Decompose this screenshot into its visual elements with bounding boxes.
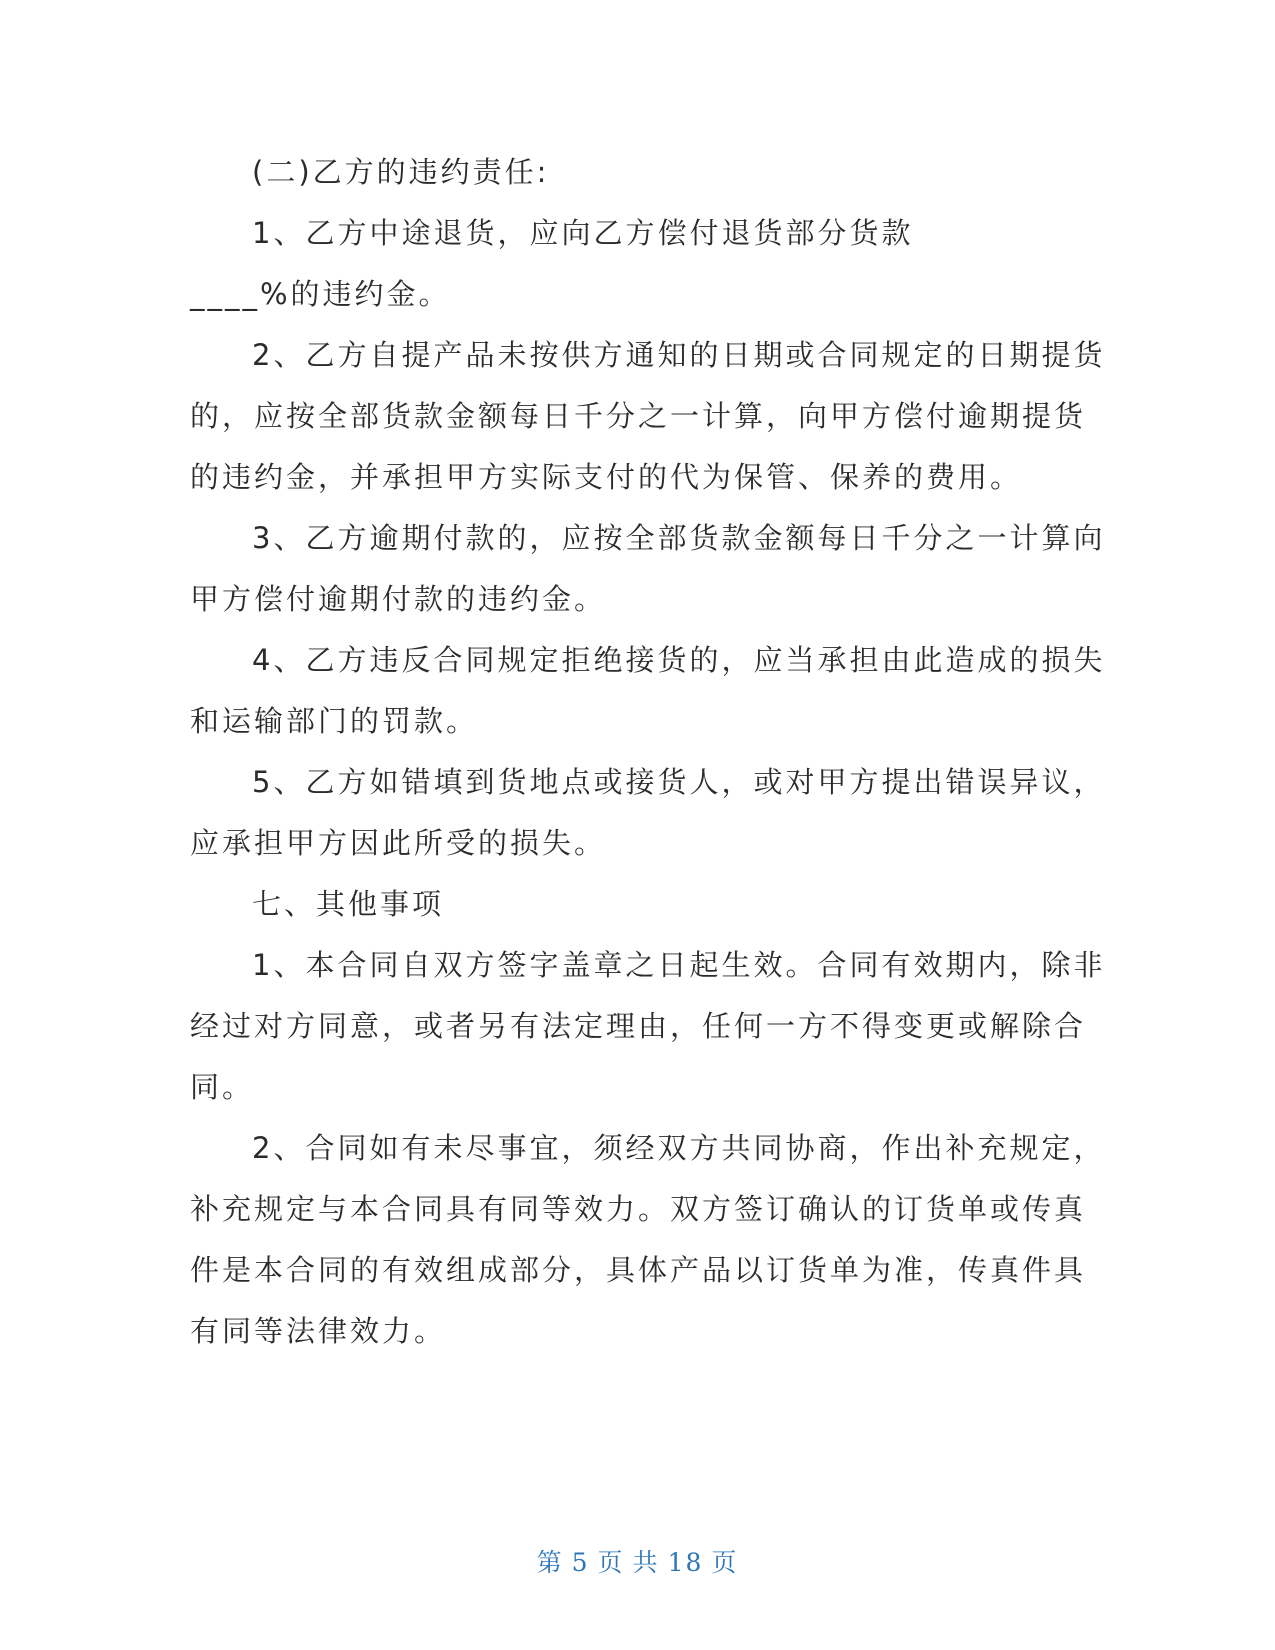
paragraph-line: 4、乙方违反合同规定拒绝接货的，应当承担由此造成的损失 bbox=[252, 643, 1106, 677]
paragraph-line: 有同等法律效力。 bbox=[190, 1314, 447, 1348]
paragraph-line: 2、乙方自提产品未按供方通知的日期或合同规定的日期提货 bbox=[252, 338, 1106, 372]
paragraph-line: 补充规定与本合同具有同等效力。双方签订确认的订货单或传真 bbox=[190, 1192, 1087, 1226]
footer-suffix: 页 bbox=[711, 1548, 739, 1577]
footer-prefix: 第 bbox=[536, 1548, 564, 1577]
paragraph-line: 5、乙方如错填到货地点或接货人，或对甲方提出错误异议， bbox=[252, 765, 1106, 799]
paragraph-line: 和运输部门的罚款。 bbox=[190, 704, 479, 738]
total-page-count: 18 bbox=[667, 1548, 704, 1577]
footer-total-word: 共 bbox=[632, 1548, 660, 1577]
document-body bbox=[190, 142, 1106, 1362]
paragraph-line: 件是本合同的有效组成部分，具体产品以订货单为准，传真件具 bbox=[190, 1253, 1087, 1287]
paragraph-line: 1、本合同自双方签字盖章之日起生效。合同有效期内，除非 bbox=[252, 948, 1106, 982]
paragraph-line: 经过对方同意，或者另有法定理由，任何一方不得变更或解除合 bbox=[190, 1009, 1087, 1043]
paragraph-line: 应承担甲方因此所受的损失。 bbox=[190, 826, 607, 860]
paragraph-line: 同。 bbox=[190, 1070, 255, 1104]
paragraph-line: 1、乙方中途退货，应向乙方偿付退货部分货款 bbox=[252, 216, 914, 250]
footer-page-word: 页 bbox=[597, 1548, 625, 1577]
paragraph-line: ____%的违约金。 bbox=[190, 277, 451, 311]
paragraph-line: 的，应按全部货款金额每日千分之一计算，向甲方偿付逾期提货 bbox=[190, 399, 1087, 433]
section-heading-party-b-liability: (二)乙方的违约责任: bbox=[252, 155, 550, 189]
paragraph-line: 的违约金，并承担甲方实际支付的代为保管、保养的费用。 bbox=[190, 460, 1023, 494]
section-heading-other-matters: 七、其他事项 bbox=[252, 887, 445, 921]
paragraph-line: 3、乙方逾期付款的，应按全部货款金额每日千分之一计算向 bbox=[252, 521, 1106, 555]
paragraph-line: 甲方偿付逾期付款的违约金。 bbox=[190, 582, 607, 616]
paragraph-line: 2、合同如有未尽事宜，须经双方共同协商，作出补充规定， bbox=[252, 1131, 1106, 1165]
page-number-footer bbox=[0, 1543, 1275, 1579]
current-page-number: 5 bbox=[571, 1548, 590, 1577]
